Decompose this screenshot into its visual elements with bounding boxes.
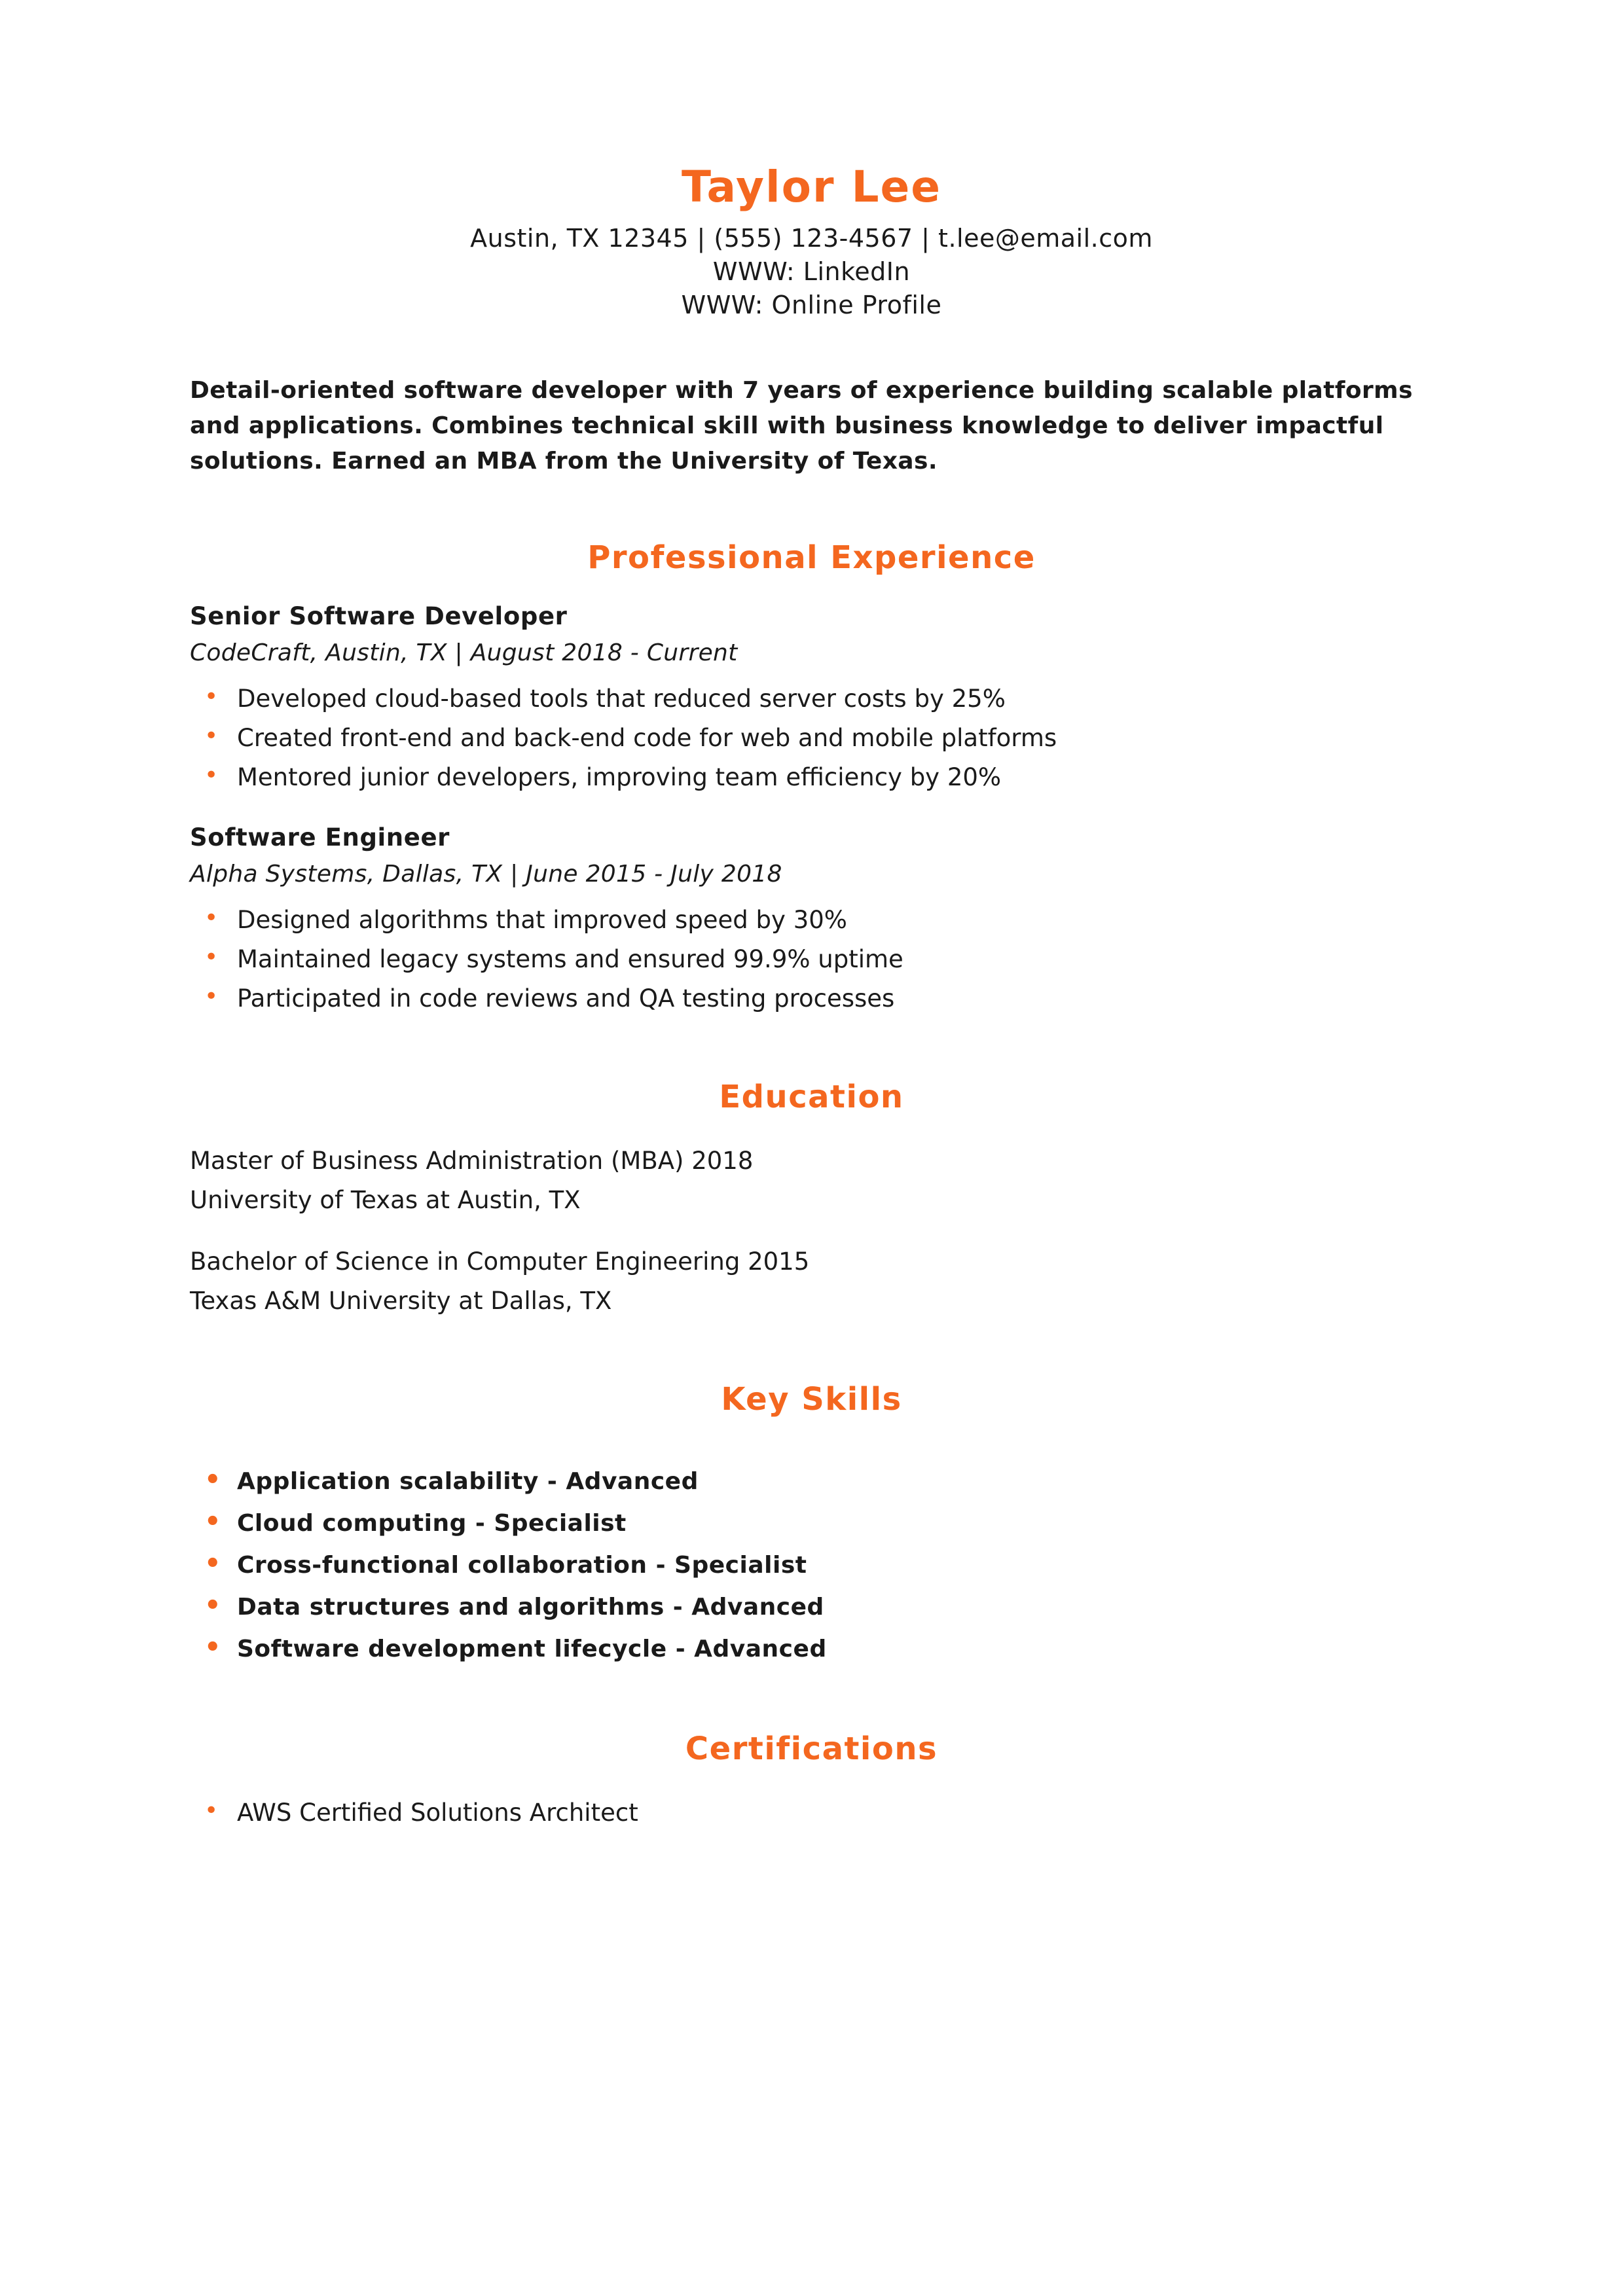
job-title: Senior Software Developer: [190, 602, 568, 631]
education-degree: Bachelor of Science in Computer Engineering 2015: [190, 1247, 810, 1276]
education-school: Texas A&M University at Dallas, TX: [190, 1286, 612, 1315]
job-bullet-list: [190, 901, 1433, 1018]
list-item: • Developed cloud-based tools that reduced server costs by 25%: [190, 679, 1433, 719]
education-school: University of Texas at Austin, TX: [190, 1186, 581, 1215]
list-item: • Data structures and algorithms - Advanced: [190, 1587, 1433, 1628]
section-title-certifications: Certifications: [685, 1731, 938, 1768]
candidate-name: Taylor Lee: [681, 162, 942, 212]
experience-entry: [190, 823, 1433, 1018]
list-item: • Designed algorithms that improved speed by 30%: [190, 901, 1433, 940]
education-entry: [190, 1141, 1433, 1220]
section-title-education: Education: [719, 1079, 904, 1116]
job-company-dates: CodeCraft, Austin, TX | August 2018 - Current: [190, 639, 738, 667]
skills-list: [190, 1461, 1433, 1670]
list-item: • AWS Certified Solutions Architect: [190, 1793, 1433, 1833]
experience-entry: [190, 602, 1433, 797]
list-item: • Maintained legacy systems and ensured 99.9% uptime: [190, 940, 1433, 979]
list-item: • Software development lifecycle - Advanced: [190, 1628, 1433, 1670]
skills-section: [190, 1461, 1433, 1670]
education-degree: Master of Business Administration (MBA) 2018: [190, 1147, 754, 1175]
list-item: • Created front-end and back-end code for web and mobile platforms: [190, 719, 1433, 758]
list-item: • Participated in code reviews and QA testing processes: [190, 979, 1433, 1018]
list-item: • Application scalability - Advanced: [190, 1461, 1433, 1503]
certifications-list: [190, 1793, 1433, 1833]
education-entry: [190, 1242, 1433, 1321]
list-item: • Cloud computing - Specialist: [190, 1503, 1433, 1545]
resume-header: [190, 164, 1433, 322]
job-bullet-list: [190, 679, 1433, 797]
list-item: • Cross-functional collaboration - Specialist: [190, 1545, 1433, 1587]
section-title-skills: Key Skills: [721, 1380, 902, 1418]
list-item: • Mentored junior developers, improving team efficiency by 20%: [190, 758, 1433, 797]
contact-line-profile: WWW: Online Profile: [681, 291, 942, 320]
job-title: Software Engineer: [190, 823, 450, 852]
contact-line-linkedin: WWW: LinkedIn: [712, 257, 911, 286]
certifications-section: [190, 1793, 1433, 1833]
professional-summary: Detail-oriented software developer with 7 years of experience building scalable platforms and applications. Combines technical skill with business knowledge to deliver impactful solutions. Earned an MBA from the University of Texas.: [190, 377, 1413, 475]
section-title-experience: Professional Experience: [587, 539, 1036, 577]
job-company-dates: Alpha Systems, Dallas, TX | June 2015 - July 2018: [190, 861, 782, 888]
contact-line-primary: Austin, TX 12345 | (555) 123-4567 | t.lee@email.com: [470, 223, 1153, 253]
